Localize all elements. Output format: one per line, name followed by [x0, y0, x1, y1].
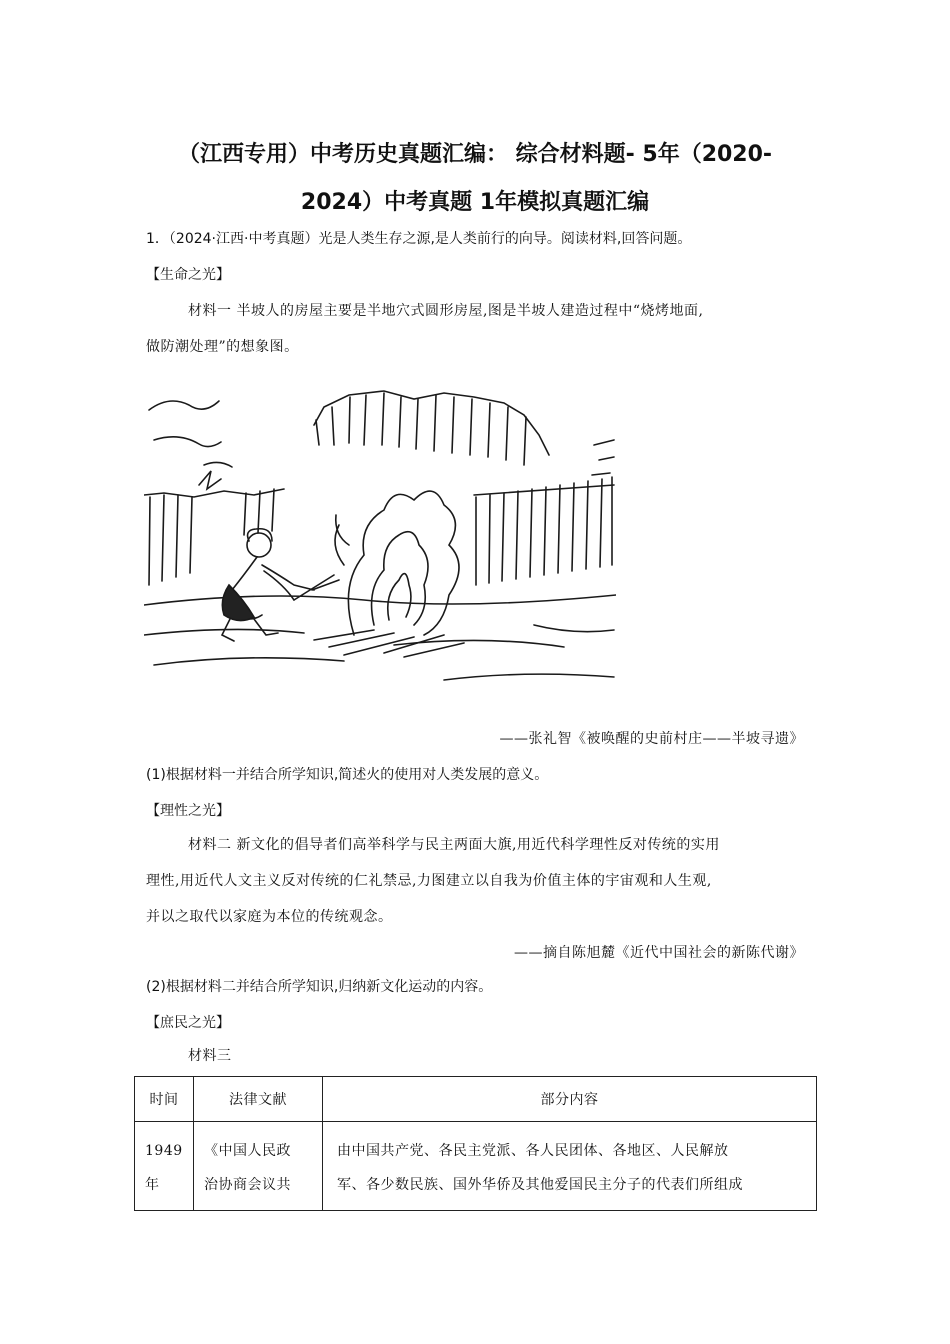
table-header-content: 部分内容: [323, 1077, 817, 1122]
table-cell-content: [323, 1122, 817, 1211]
question-prompt: 光是人类生存之源,是人类前行的向导。阅读材料,回答问题。: [318, 231, 692, 247]
table-cell-document: [194, 1122, 323, 1211]
material3-table: [134, 1076, 817, 1211]
sub-question-2: (2)根据材料二并结合所学知识,归纳新文化运动的内容。: [146, 979, 493, 995]
content-line1: 由中国共产党、各民主党派、各人民团体、各地区、人民解放: [337, 1143, 729, 1159]
question-line: [146, 228, 691, 248]
material2-line2: 理性,用近代人文主义反对传统的仁礼禁忌,力图建立以自我为价值主体的宇宙观和人生观,: [146, 873, 712, 889]
section-heading-people: 【庶民之光】: [146, 1015, 230, 1031]
material1-line2: 做防潮处理”的想象图。: [146, 339, 299, 355]
table-cell-time: [135, 1122, 194, 1211]
question-number: 1．: [146, 231, 169, 247]
time-line1: 1949: [145, 1143, 183, 1159]
sub-question-1: (1)根据材料一并结合所学知识,简述火的使用对人类发展的意义。: [146, 767, 549, 783]
material2-line3: 并以之取代以家庭为本位的传统观念。: [146, 909, 393, 925]
document-line2: 治协商会议共: [204, 1177, 291, 1193]
material2-line1: 材料二 新文化的倡导者们高举科学与民主两面大旗,用近代科学理性反对传统的实用: [188, 837, 720, 853]
material3-label: 材料三: [188, 1048, 232, 1064]
banpo-fire-illustration: [144, 385, 616, 703]
document-title-line2: 2024）中考真题 1年模拟真题汇编: [300, 190, 650, 215]
document-title-line1: （江西专用）中考历史真题汇编： 综合材料题- 5年（2020-: [177, 142, 773, 167]
document-line1: 《中国人民政: [204, 1143, 291, 1159]
section-heading-life: 【生命之光】: [146, 267, 230, 283]
material1-citation: ——张礼智《被唤醒的史前村庄——半坡寻遗》: [499, 731, 804, 747]
material2-citation: ——摘自陈旭麓《近代中国社会的新陈代谢》: [514, 945, 804, 961]
table-row: [135, 1122, 817, 1211]
table-header-document: 法律文献: [194, 1077, 323, 1122]
material1-line1: 材料一 半坡人的房屋主要是半地穴式圆形房屋,图是半坡人建造过程中“烧烤地面,: [188, 303, 704, 319]
section-heading-reason: 【理性之光】: [146, 803, 230, 819]
content-line2: 军、各少数民族、国外华侨及其他爱国民主分子的代表们所组成: [337, 1177, 743, 1193]
table-header-row: [135, 1077, 817, 1122]
question-source: （2024·江西·中考真题）: [168, 231, 319, 247]
table-header-time: 时间: [135, 1077, 194, 1122]
time-line2: 年: [145, 1177, 160, 1193]
illustration-icon: [144, 385, 616, 703]
